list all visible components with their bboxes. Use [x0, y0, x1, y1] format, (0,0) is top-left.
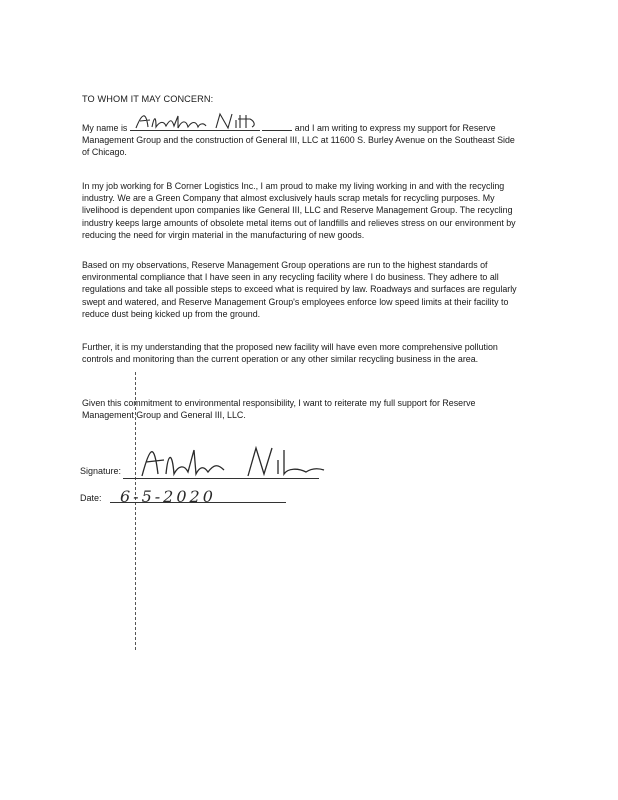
- handwritten-signature: [138, 440, 328, 480]
- greeting: TO WHOM IT MAY CONCERN:: [82, 94, 214, 104]
- observations-paragraph: Based on my observations, Reserve Management Group operations are run to the highest standards of environmental compliance that I have seen in any recycling facility where I do business. They adhere to all regulations and take all possible steps to exceed what is required by law. Roadways and surfaces are regularly swept and watered, and Reserve Management Group's employees enforce low speed limits at their facility to reduce dust being kicked up from the ground.: [82, 260, 517, 319]
- scan-fold-mark: [135, 372, 136, 650]
- intro-prefix: My name is: [82, 123, 128, 133]
- date-label: Date:: [80, 493, 102, 503]
- new-facility-paragraph: Further, it is my understanding that the proposed new facility will have even more comprehensive pollution controls and monitoring than the current operation or any other similar recycling business in the area.: [82, 342, 498, 365]
- intro-text: and I am writing to express my support for Reserve Management Group and the construction of General III, LLC at 11600 S. Burley Avenue on the Southeast Side of Chicago.: [82, 123, 515, 158]
- handwritten-date: [118, 486, 248, 506]
- intro-paragraph: [82, 120, 524, 159]
- closing-paragraph: Given this commitment to environmental responsibility, I want to reiterate my full support for Reserve Management Group and General III, LLC.: [82, 398, 476, 421]
- name-blank: [130, 120, 260, 131]
- svg-text:6-5-2020: 6-5-2020: [120, 487, 216, 506]
- handwritten-name: [134, 111, 258, 131]
- name-blank-tail: [262, 120, 292, 131]
- signature-label: Signature:: [80, 466, 122, 476]
- employment-paragraph: In my job working for B Corner Logistics Inc., I am proud to make my living working in and with the recycling industry. We are a Green Company that almost exclusively hauls scrap metals for recycling purposes. My livelihood is dependent upon companies like General III, LLC and Reserve Management Group. The recycling industry keeps large amounts of obsolete metal items out of landfills and relieves stress on our environment by reducing the need for virgin material in the manufacturing of new goods.: [82, 181, 516, 240]
